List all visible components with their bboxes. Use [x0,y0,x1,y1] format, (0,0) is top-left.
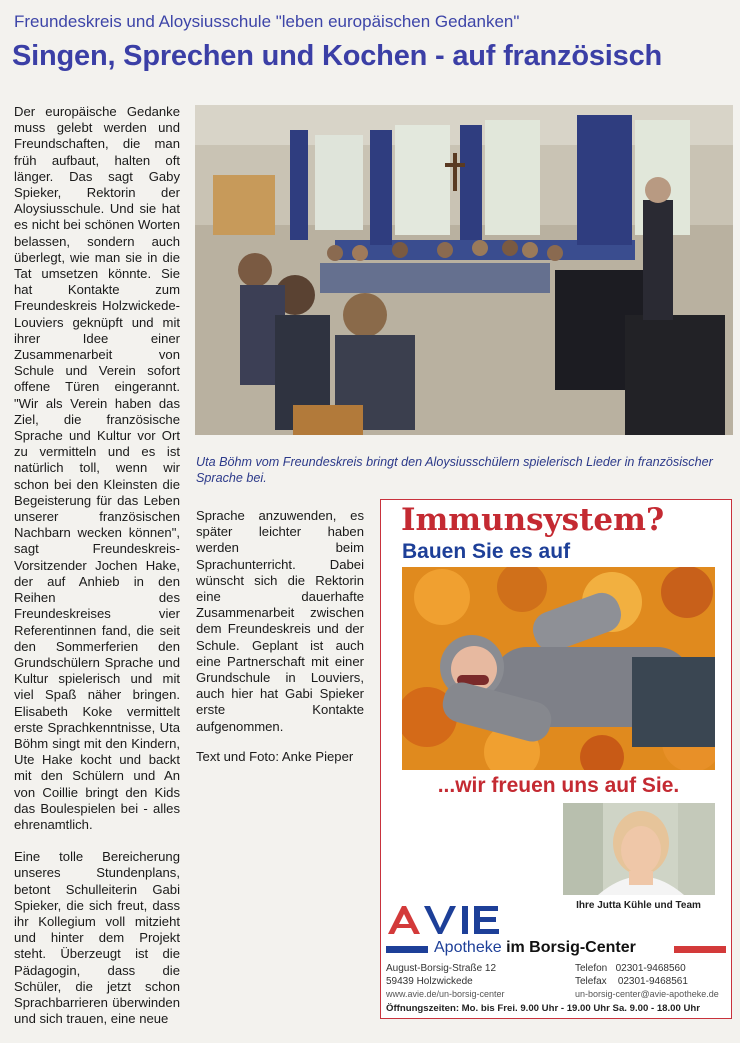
pharmacy-name [434,939,636,957]
article-column-2 [196,508,364,779]
pharmacy-prefix: Apotheke [434,939,502,956]
ad-leaves-image [402,567,715,770]
classroom-photo [195,105,733,435]
pharmacy-address [386,962,496,988]
pharmacy-location: im Borsig-Center [506,939,636,956]
contact-fax [575,975,688,988]
article-headline: Singen, Sprechen und Kochen - auf französisch [12,40,663,72]
avie-logo [386,902,526,936]
article-column-1 [14,104,180,1043]
classroom-photo-image [195,105,733,435]
ad-blue-bar [386,946,428,953]
opening-hours: Öffnungszeiten: Mo. bis Frei. 9.00 Uhr - 19.00 Uhr Sa. 9.00 - 18.00 Uhr [386,1003,701,1014]
avie-logo-image [386,902,526,936]
ad-title: Immunsystem? [401,502,665,538]
pharmacy-contact [575,962,688,988]
photo-caption: Uta Böhm vom Freundeskreis bringt den Aloysiusschülern spielerisch Lieder in französischer Sprache bei. [196,455,713,485]
fax-label: Telefax [575,976,607,987]
ad-slogan: ...wir freuen uns auf Sie. [437,774,680,797]
article-paragraph: Der europäische Gedanke muss gelebt werden und Freundschaften, die man früh aufbaut, halten oft länger. Das sagt Gaby Spieker, Rektorin der Aloysiusschule. Und sie hat es nicht bei schönen Worten belassen, sondern auch überlegt, wie man sie in die Tat umsetzen könnte. Sie hat Kontakte zum Freundeskreis Holzwickede-Louviers geknüpft und mit ihrer Idee einer Zusammenarbeit von Schule und Verein sofort offene Türen eingerannt. "Wir als Verein haben das Ziel, die französische Sprache und Kultur vor Ort zu vermitteln und es ist natürlich toll, wenn wir schon bei den Kleinsten die Begeisterung für das Leben unserer französischen Nachbarn wecken können", sagt Freundeskreis-Vorsitzender Jochen Hake, der auf Anhieb in den Reihen des Freundeskreises vier Referentinnen fand, die seit den Sommerferien den Grundschülern Sprache und Kultur spielerisch und mit viel Spaß näher bringen. Elisabeth Koke vermittelt erste Sprachkenntnisse, Uta Böhm singt mit den Kindern, Ute Hake kocht und backt mit den Schülern und An von Coillie bringt den Kids das Boulespielen bei - alles ehrenamtlich. [14,104,180,832]
phone-number: 02301-9468560 [615,963,686,974]
article-credit: Text und Foto: Anke Pieper [196,748,354,764]
contact-phone [575,962,688,975]
pharmacy-email: un-borsig-center@avie-apotheke.de [575,989,719,999]
pharmacy-advertisement [380,499,732,1019]
address-street: August-Borsig-Straße 12 [386,963,497,974]
ad-portrait-photo [563,803,715,895]
article-kicker: Freundeskreis und Aloysiusschule "leben europäischen Gedanken" [14,12,520,31]
fax-number: 02301-9468561 [617,976,688,987]
ad-leaves-photo [402,567,715,770]
ad-subtitle: Bauen Sie es auf [402,540,571,563]
ad-portrait-caption: Ihre Jutta Kühle und Team [576,900,701,911]
article-paragraph: Eine tolle Bereicherung unseres Stundenplans, betont Schulleiterin Gabi Spieker, die sich freut, dass ihr Kollegium voll mitzieht und hinter dem Projekt steht. Überzeugt ist die Pädagogin, dass die Schüler, die jetzt schon Sprachbarrieren überwinden und sich trauen, eine neue [14,849,180,1027]
ad-portrait-image [563,803,715,895]
pharmacy-website: www.avie.de/un-borsig-center [386,989,505,999]
article-paragraph: Sprache anzuwenden, es später leichter haben werden beim Sprachunterricht. Dabei wünscht sich die Rektorin eine dauerhafte Zusammenarbeit zwischen dem Freundeskreis und der Schule. Geplant ist auch eine Partnerschaft mit einer Grundschule in Louviers, auch hier hat Gabi Spieker erste Kontakte aufgenommen. [196,508,364,734]
ad-red-bar [674,946,726,953]
phone-label: Telefon [575,963,608,974]
address-city: 59439 Holzwickede [386,976,473,987]
